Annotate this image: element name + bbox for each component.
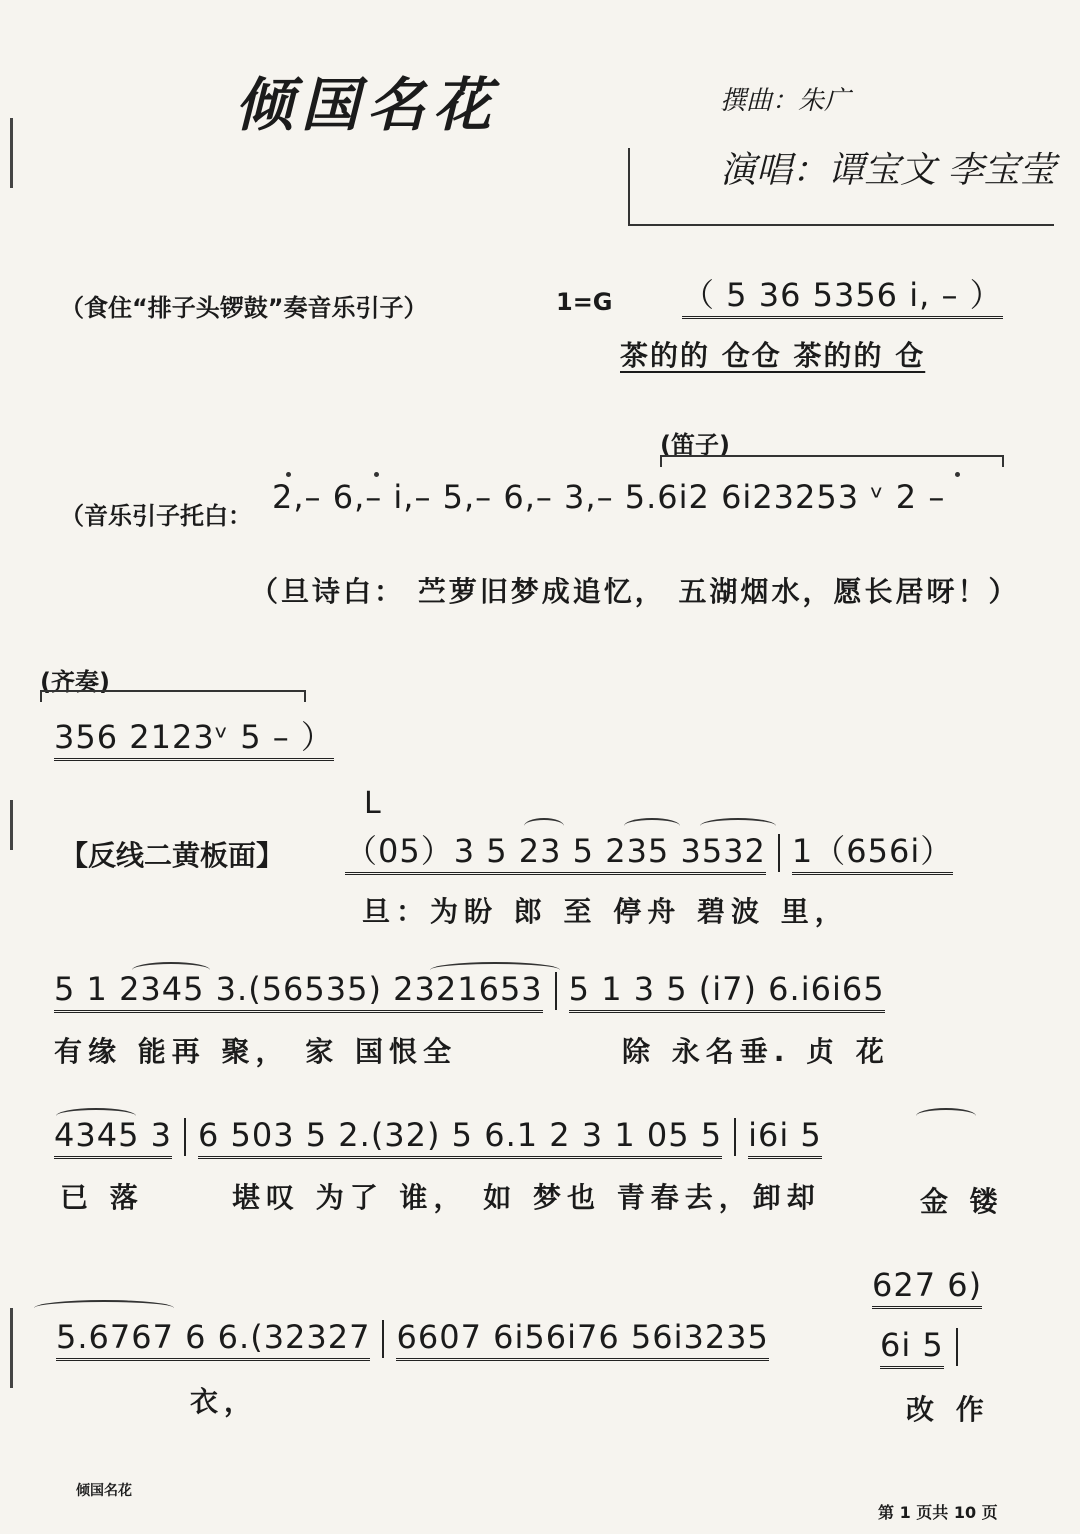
rhythm-mark: L	[364, 786, 382, 821]
octave-dot	[374, 472, 379, 477]
song-title: 倾国名花	[235, 71, 500, 139]
slur	[34, 1300, 174, 1316]
banmian-notation: （05）3 5 23 5 235 3532 1（656i）	[345, 826, 953, 872]
line2-lyrics-b: 除 永名垂. 贞 花	[622, 1035, 890, 1068]
percussion-syllables: 茶的的 仓仓 茶的的 仓	[620, 339, 926, 372]
section-label: 【反线二黄板面】	[60, 839, 285, 872]
key-signature: 1=G	[556, 288, 613, 316]
dialogue-notation: 2,– 6,– i,– 5,– 6,– 3,– 5.6i2 6i23253 ᵛ 2 –	[272, 478, 946, 516]
line3-lyrics-c: 金 镂	[920, 1185, 1004, 1218]
slur	[916, 1108, 976, 1124]
margin-mark	[10, 118, 13, 188]
tutti-label: (齐奏)	[40, 668, 110, 696]
line4-notation-end: 6i 5	[880, 1326, 970, 1366]
slur	[132, 962, 210, 978]
line4-upper-notation: 627 6)	[872, 1266, 982, 1304]
slur	[430, 962, 560, 978]
margin-mark	[10, 1308, 13, 1388]
dialogue-instruction: （音乐引子托白：	[60, 502, 252, 530]
poem-recitation: （旦诗白： 苎萝旧梦成追忆， 五湖烟水，愿长居呀！）	[250, 575, 1020, 608]
margin-mark	[10, 800, 13, 850]
slur	[524, 818, 564, 834]
tutti-notation: 356 2123ᵛ 5 – ）	[54, 712, 334, 758]
credit-frame	[628, 148, 1054, 226]
line3-lyrics-a: 已 落	[60, 1181, 144, 1214]
barline	[956, 1328, 958, 1366]
flute-label: (笛子)	[660, 431, 730, 459]
singers-credit: 演唱：谭宝文 李宝莹	[720, 150, 1056, 191]
composer-credit: 撰曲：朱广	[720, 86, 851, 116]
intro-instruction: （食住“排子头锣鼓”奏音乐引子）	[60, 294, 428, 322]
line3-notation: 4345 3 6 503 5 2.(32) 5 6.1 2 3 1 05 5 i6i 5	[54, 1116, 822, 1156]
footer-song-name: 倾国名花	[76, 1483, 132, 1499]
barline	[734, 1118, 736, 1156]
line4-lyrics-a: 衣，	[190, 1385, 259, 1418]
octave-dot	[286, 472, 291, 477]
line4-lyrics-b: 改 作	[906, 1393, 990, 1426]
intro-notation: （ 5 36 5356 i, – ）	[682, 270, 1003, 316]
slur	[700, 818, 776, 834]
barline	[382, 1320, 384, 1358]
line2-notation: 5 1 2345 3.(56535) 2321653 5 1 3 5 (i7) 6.i6i65	[54, 970, 885, 1010]
page-number: 第 1 页共 10 页	[878, 1503, 998, 1522]
slur	[56, 1108, 136, 1124]
banmian-lyrics: 旦：为盼 郎 至 停舟 碧波 里，	[362, 895, 849, 928]
barline	[184, 1118, 186, 1156]
slur	[624, 818, 680, 834]
barline	[778, 834, 780, 872]
line2-lyrics-a: 有缘 能再 聚， 家 国恨全	[54, 1035, 457, 1068]
tutti-bracket	[40, 690, 306, 702]
octave-dot	[955, 472, 960, 477]
line4-notation: 5.6767 6 6.(32327 6607 6i56i76 56i3235	[56, 1318, 769, 1358]
flute-bracket	[660, 455, 1004, 467]
line3-lyrics-b: 堪叹 为了 谁， 如 梦也 青春去，卸却	[232, 1181, 821, 1214]
